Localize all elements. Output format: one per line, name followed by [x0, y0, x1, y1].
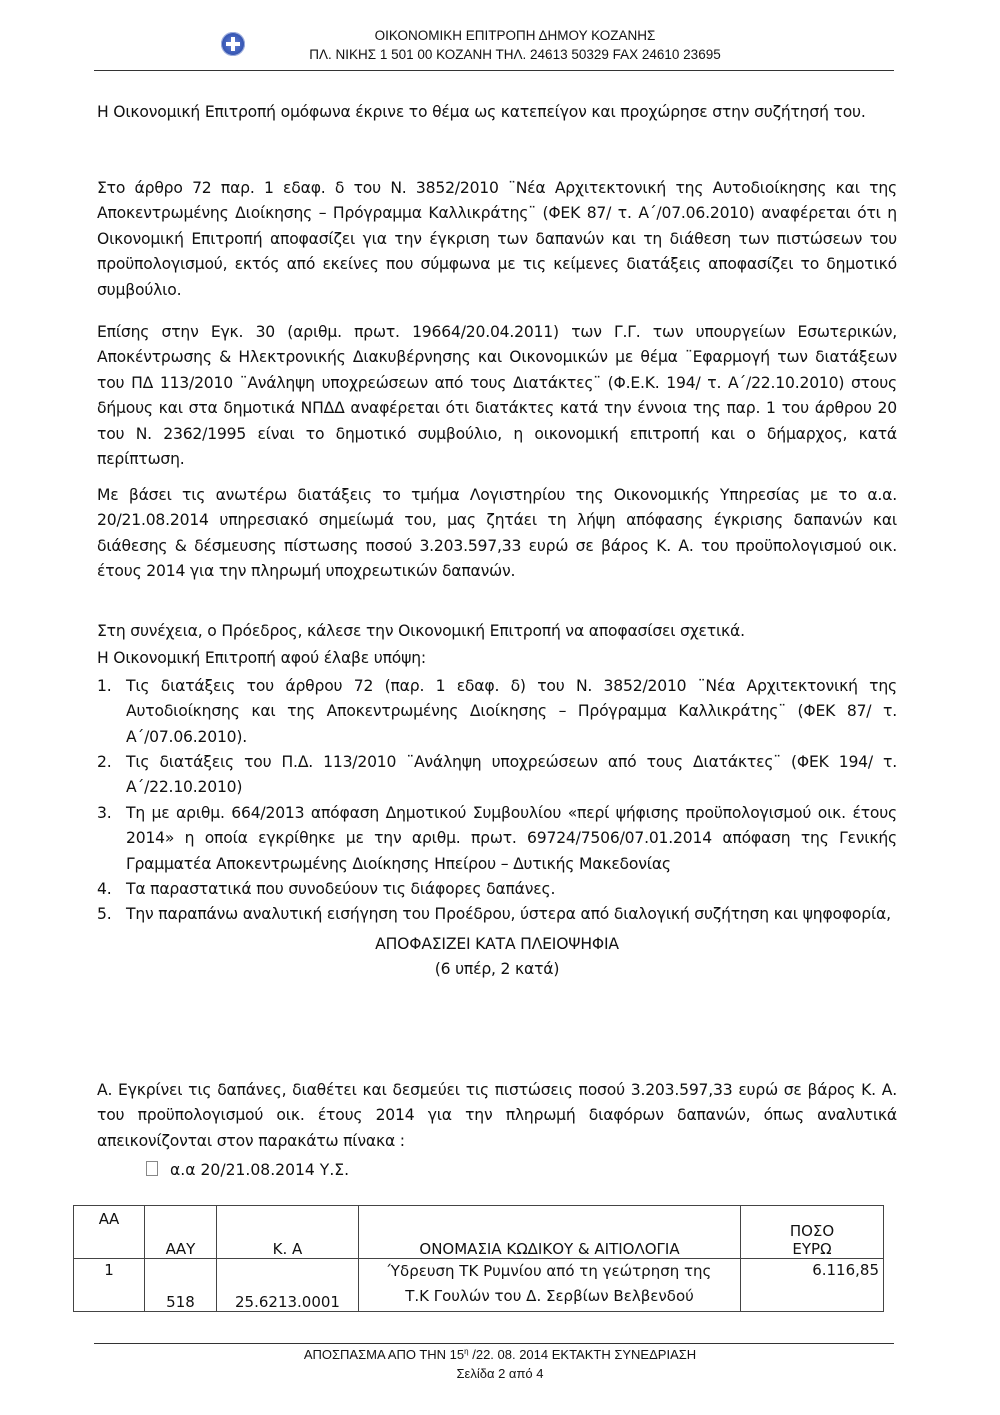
table-header-row	[74, 1206, 884, 1259]
sub-bullet-text: α.α 20/21.08.2014 Υ.Σ.	[170, 1161, 350, 1179]
list-item: 2. Τις διατάξεις του Π.Δ. 113/2010 ¨Ανάληψη υποχρεώσεων από τους Διατάκτες¨ (ΦΕΚ 194/ τ. Α΄/22.10.2010)	[97, 753, 897, 797]
decision-votes: (6 υπέρ, 2 κατά)	[434, 960, 560, 979]
cell-name: Ύδρευση ΤΚ Ρυμνίου από τη γεώτρηση της Τ.Κ Γουλών του Δ. Σερβίων Βελβενδού	[359, 1259, 741, 1312]
body-section-4	[97, 483, 897, 585]
header-aa: ΑΑ	[74, 1206, 145, 1259]
cell-aa: 1	[74, 1259, 145, 1312]
decision-title: ΑΠΟΦΑΣΙΖΕΙ ΚΑΤΑ ΠΛΕΙΟΨΗΦΙΑ	[375, 934, 619, 953]
paragraph-accounting-request: Με βάσει τις ανωτέρω διατάξεις το τμήμα Λογιστηρίου της Οικονομικής Υπηρεσίας με το α.α. 20/21.08.2014 υπηρεσιακό σημείωμά του, μας ζητάει τη λήψη απόφασης έγκρισης δαπανών και διάθεσης & δέσμευσης πίστωσης ποσού 3.203.597,33 ευρώ σε βάρος Κ. Α. του προϋπολογισμού οικ. έτους 2014 για την πληρωμή υποχρεωτικών δαπανών.	[97, 486, 897, 581]
list-item: 5. Την παραπάνω αναλυτική εισήγηση του Προέδρου, ύστερα από διαλογική συζήτηση και ψηφοφορία,	[97, 905, 891, 924]
cell-ka: 25.6213.0001	[217, 1259, 359, 1312]
paragraph-chairman: Στη συνέχεια, ο Πρόεδρος, κάλεσε την Οικονομική Επιτροπή να αποφασίσει σχετικά.	[97, 622, 745, 640]
list-item: 3. Τη με αριθμ. 664/2013 απόφαση Δημοτικού Συμβουλίου «περί ψήφισης προϋπολογισμού οικ. έτους 2014» η οποία εγκρίθηκε με την αριθμ. πρωτ. 69724/7506/07.01.2014 απόφαση της Γενικής Γραμματέα Αποκεντρωμένης Διοίκησης Ηπείρου – Δυτικής Μακεδονίας	[97, 803, 897, 873]
body-section-3	[97, 320, 897, 472]
decision-clause-a: Α. Εγκρίνει τις δαπάνες, διαθέτει και δεσμεύει τις πιστώσεις ποσού 3.203.597,33 ευρώ σε βάρος Κ. Α. του προϋπολογισμού οικ. έτους 2014 για την πληρωμή διαφόρων δαπανών, όπως αναλυτικά απεικονίζονται στον παρακάτω πίνακα :	[97, 1081, 897, 1150]
footer-page-number: Σελίδα 2 από 4	[456, 1366, 544, 1381]
header-amount: ΠΟΣΟ ΕΥΡΩ	[741, 1206, 884, 1259]
cell-amount: 6.116,85	[741, 1259, 884, 1312]
paragraph-urgent: Η Οικονομική Επιτροπή ομόφωνα έκρινε το θέμα ως κατεπείγον και προχώρησε στην συζήτησή του.	[97, 103, 866, 121]
header-ka: Κ. Α	[217, 1206, 359, 1259]
footer-meeting: ΑΠΟΣΠΑΣΜΑ ΑΠΟ ΤΗΝ $15^\eta$ /22. 08. 2014 ΕΚΤΑΚΤΗ ΣΥΝΕΔΡΙΑΣΗ	[303, 1347, 697, 1362]
header-divider	[94, 70, 894, 71]
table-row	[74, 1259, 884, 1312]
body-section-6	[97, 1078, 897, 1154]
body-section-2	[97, 176, 897, 303]
list-item: 4. Τα παραστατικά που συνοδεύουν τις διάφορες δαπάνες.	[97, 880, 556, 899]
body-section-1	[97, 100, 897, 125]
paragraph-considering: Η Οικονομική Επιτροπή αφού έλαβε υπόψη:	[97, 649, 426, 668]
body-section-5	[97, 619, 897, 983]
header-address: ΠΛ. ΝΙΚΗΣ 1 501 00 ΚΟΖΑΝΗ ΤΗΛ. 24613 50329 FAX 24610 23695	[309, 47, 721, 62]
header-name: ΟΝΟΜΑΣΙΑ ΚΩΔΙΚΟΥ & ΑΙΤΙΟΛΟΓΙΑ	[359, 1206, 741, 1259]
considerations-list	[97, 674, 897, 928]
paragraph-article-72: Στο άρθρο 72 παρ. 1 εδαφ. δ του Ν. 3852/2010 ¨Νέα Αρχιτεκτονική της Αυτοδιοίκησης και της Αποκεντρωμένης Διοίκησης – Πρόγραμμα Καλλικράτης¨ (ΦΕΚ 87/ τ. Α΄/07.06.2010) αναφέρεται ότι η Οικονομική Επιτροπή αποφασίζει για την έγκριση των δαπανών και τη διάθεση των πιστώσεων του προϋπολογισμού, εκτός από εκείνες που σύμφωνα με τις κείμενες διατάξεις αποφασίζει το δημοτικό συμβούλιο.	[97, 179, 897, 299]
checkbox-bullet-icon	[146, 1161, 158, 1176]
cell-aay: 518	[145, 1259, 217, 1312]
sub-bullet	[146, 1161, 349, 1179]
list-item: 1. Τις διατάξεις του άρθρου 72 (παρ. 1 εδαφ. δ) του Ν. 3852/2010 ¨Νέα Αρχιτεκτονική της Αυτοδιοίκησης και της Αποκεντρωμένης Διοίκησης – Πρόγραμμα Καλλικράτης¨ (ΦΕΚ 87/ τ. Α΄/07.06.2010).	[97, 676, 897, 746]
expenses-table	[73, 1205, 884, 1312]
header-aay: ΑΑΥ	[145, 1206, 217, 1259]
header-title: ΟΙΚΟΝΟΜΙΚΗ ΕΠΙΤΡΟΠΗ ΔΗΜΟΥ ΚΟΖΑΝΗΣ	[374, 28, 656, 43]
paragraph-circular-30: Επίσης στην Εγκ. 30 (αριθμ. πρωτ. 19664/20.04.2011) των Γ.Γ. των υπουργείων Εσωτερικών, Αποκέντρωσης & Ηλεκτρονικής Διακυβέρνησης και Οικονομικών με θέμα ¨Εφαρμογή των διατάξεων του ΠΔ 113/2010 ¨Ανάληψη υποχρεώσεων από τους Διατάκτες¨ (Φ.Ε.Κ. 194/ τ. Α΄/22.10.2010) στους δήμους και στα δημοτικά ΝΠΔΔ αναφέρεται ότι διατάκτες κατά την έννοια της παρ. 1 του άρθρου 20 του Ν. 2362/1995 είναι το δημοτικό συμβούλιο, η οικονομική επιτροπή και ο δήμαρχος, κατά περίπτωση.	[97, 323, 897, 469]
footer-divider	[94, 1343, 894, 1344]
